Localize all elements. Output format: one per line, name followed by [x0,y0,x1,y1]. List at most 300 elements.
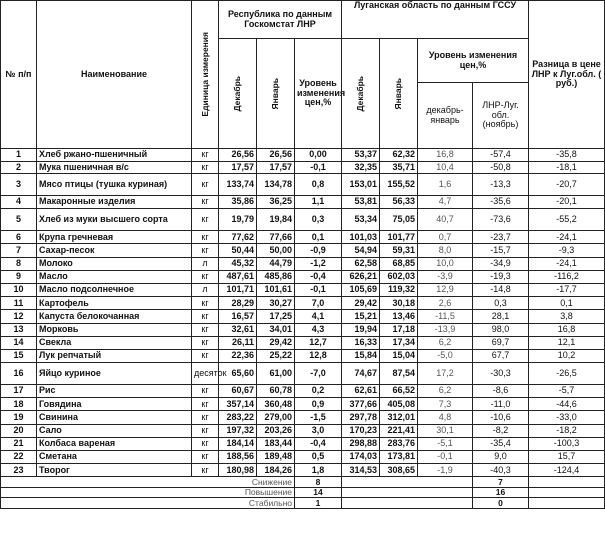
row-lug-jan: 308,65 [380,464,418,477]
row-unit: л [192,283,219,296]
row-lnr-level: -0,4 [295,437,342,450]
row-unit: кг [192,231,219,244]
row-lnr-jan: 44,79 [257,257,295,270]
summary-spacer [342,477,473,488]
row-num: 16 [1,363,37,385]
row-num: 1 [1,149,37,162]
row-name: Крупа гречневая [37,231,192,244]
table-row [1,464,605,477]
row-num: 23 [1,464,37,477]
table-row [1,283,605,296]
row-name: Молоко [37,257,192,270]
row-unit: кг [192,244,219,257]
row-name: Мука пшеничная в/с [37,161,192,174]
row-lug-dec: 53,34 [342,209,380,231]
row-lnr-lug: -19,3 [473,270,529,283]
row-lug-jan: 119,32 [380,283,418,296]
row-lnr-jan: 50,00 [257,244,295,257]
row-lnr-jan: 17,57 [257,161,295,174]
row-dec-jan: -0,1 [418,451,473,464]
row-lnr-lug: -30,3 [473,363,529,385]
row-lnr-dec: 45,32 [219,257,257,270]
row-num: 13 [1,323,37,336]
header-lnr-dec: Декабрь [219,39,257,149]
row-lnr-level: 4,1 [295,310,342,323]
row-dec-jan: -5,1 [418,437,473,450]
row-dec-jan: 16,8 [418,149,473,162]
row-num: 18 [1,398,37,411]
table-row [1,411,605,424]
row-lnr-lug: -8,6 [473,385,529,398]
header-num: № п/п [1,1,37,149]
row-lnr-dec: 184,14 [219,437,257,450]
row-lnr-level: -0,4 [295,270,342,283]
row-unit: кг [192,451,219,464]
row-num: 7 [1,244,37,257]
table-row [1,257,605,270]
row-diff: -26,5 [529,363,605,385]
row-lnr-level: 0,3 [295,209,342,231]
row-dec-jan: -1,9 [418,464,473,477]
row-lnr-lug: 28,1 [473,310,529,323]
row-unit: кг [192,323,219,336]
summary-lnr-count: 14 [295,487,342,498]
row-diff: -124,4 [529,464,605,477]
row-unit: кг [192,411,219,424]
row-lnr-level: 4,3 [295,323,342,336]
row-lnr-dec: 101,71 [219,283,257,296]
table-row [1,209,605,231]
row-dec-jan: 30,1 [418,424,473,437]
row-name: Хлеб ржано-пшеничный [37,149,192,162]
row-name: Масло [37,270,192,283]
row-lug-dec: 626,21 [342,270,380,283]
row-lnr-level: -1,2 [295,257,342,270]
row-lnr-level: 1,1 [295,196,342,209]
row-unit: кг [192,297,219,310]
row-lug-dec: 298,88 [342,437,380,450]
row-diff: -116,2 [529,270,605,283]
row-name: Масло подсолнечное [37,283,192,296]
row-lnr-level: 0,1 [295,231,342,244]
row-lnr-jan: 77,66 [257,231,295,244]
row-lnr-jan: 26,56 [257,149,295,162]
row-lnr-lug: -8,2 [473,424,529,437]
row-lug-jan: 13,46 [380,310,418,323]
row-num: 8 [1,257,37,270]
row-lnr-jan: 60,78 [257,385,295,398]
row-diff: -44,6 [529,398,605,411]
row-lnr-lug: -57,4 [473,149,529,162]
row-name: Сметана [37,451,192,464]
row-lnr-jan: 279,00 [257,411,295,424]
table-row [1,363,605,385]
table-row [1,174,605,196]
row-dec-jan: -5,0 [418,349,473,362]
row-lnr-jan: 19,84 [257,209,295,231]
row-lug-dec: 29,42 [342,297,380,310]
row-name: Сало [37,424,192,437]
row-lug-jan: 87,54 [380,363,418,385]
row-lnr-jan: 34,01 [257,323,295,336]
row-num: 5 [1,209,37,231]
row-lug-jan: 75,05 [380,209,418,231]
row-lug-jan: 283,76 [380,437,418,450]
row-num: 10 [1,283,37,296]
row-diff: 15,7 [529,451,605,464]
row-lnr-jan: 61,00 [257,363,295,385]
row-lnr-lug: 67,7 [473,349,529,362]
row-lug-jan: 602,03 [380,270,418,283]
row-unit: кг [192,437,219,450]
row-diff: -24,1 [529,231,605,244]
row-lnr-dec: 28,29 [219,297,257,310]
row-unit: кг [192,336,219,349]
row-dec-jan: -11,5 [418,310,473,323]
row-unit: кг [192,464,219,477]
row-unit: кг [192,310,219,323]
row-num: 4 [1,196,37,209]
row-lug-jan: 155,52 [380,174,418,196]
row-lnr-level: 7,0 [295,297,342,310]
row-lnr-jan: 25,22 [257,349,295,362]
header-name: Наименование [37,1,192,149]
row-lnr-lug: -35,6 [473,196,529,209]
summary-lnr-count: 8 [295,477,342,488]
row-lnr-lug: -15,7 [473,244,529,257]
row-num: 20 [1,424,37,437]
row-num: 19 [1,411,37,424]
row-dec-jan: 8,0 [418,244,473,257]
row-name: Макаронные изделия [37,196,192,209]
row-name: Рис [37,385,192,398]
header-unit: Единица измерения [192,1,219,149]
table-row [1,270,605,283]
summary-label: Снижение [1,477,295,488]
row-lnr-dec: 197,32 [219,424,257,437]
row-num: 21 [1,437,37,450]
row-lug-dec: 153,01 [342,174,380,196]
table-body [1,149,605,477]
row-unit: кг [192,174,219,196]
row-lnr-dec: 26,11 [219,336,257,349]
table-row [1,336,605,349]
row-dec-jan: -13,9 [418,323,473,336]
row-dec-jan: 4,7 [418,196,473,209]
row-lnr-level: -1,5 [295,411,342,424]
row-diff: -5,7 [529,385,605,398]
table-row [1,398,605,411]
summary-row [1,498,605,509]
row-lug-jan: 17,18 [380,323,418,336]
row-lug-dec: 74,67 [342,363,380,385]
row-lnr-jan: 203,26 [257,424,295,437]
row-lug-dec: 105,69 [342,283,380,296]
table-row [1,161,605,174]
row-dec-jan: 7,3 [418,398,473,411]
row-lug-jan: 405,08 [380,398,418,411]
row-name: Колбаса вареная [37,437,192,450]
row-lnr-lug: -73,6 [473,209,529,231]
row-num: 14 [1,336,37,349]
row-lnr-lug: -10,6 [473,411,529,424]
row-diff: -100,3 [529,437,605,450]
row-unit: кг [192,270,219,283]
row-lug-jan: 15,04 [380,349,418,362]
row-lnr-level: -0,1 [295,161,342,174]
row-lnr-level: 0,00 [295,149,342,162]
row-lug-dec: 19,94 [342,323,380,336]
row-lug-dec: 62,61 [342,385,380,398]
table-row [1,385,605,398]
row-num: 2 [1,161,37,174]
summary-lnr-count: 1 [295,498,342,509]
row-num: 6 [1,231,37,244]
row-unit: кг [192,398,219,411]
row-lug-jan: 173,81 [380,451,418,464]
header-lnr-jan: Январь [257,39,295,149]
row-lnr-dec: 22,36 [219,349,257,362]
row-lnr-jan: 134,78 [257,174,295,196]
summary-lug-count: 7 [473,477,529,488]
table-footer [1,477,605,509]
header-lnr-level: Уровень изменения цен,% [295,39,342,149]
row-lnr-dec: 50,44 [219,244,257,257]
row-lug-jan: 56,33 [380,196,418,209]
header-lnr: Республика по данным Госкомстат ЛНР [219,1,342,39]
row-unit: кг [192,349,219,362]
row-lnr-level: 0,2 [295,385,342,398]
summary-spacer [529,498,605,509]
summary-spacer [342,487,473,498]
row-lug-jan: 59,31 [380,244,418,257]
row-lnr-jan: 184,26 [257,464,295,477]
row-lnr-dec: 16,57 [219,310,257,323]
row-lnr-lug: 0,3 [473,297,529,310]
table-row [1,437,605,450]
row-diff: -17,7 [529,283,605,296]
row-lnr-dec: 283,22 [219,411,257,424]
row-lug-jan: 221,41 [380,424,418,437]
row-dec-jan: 1,6 [418,174,473,196]
row-dec-jan: 17,2 [418,363,473,385]
row-name: Творог [37,464,192,477]
row-lnr-dec: 35,86 [219,196,257,209]
row-diff: -33,0 [529,411,605,424]
row-lug-dec: 314,53 [342,464,380,477]
row-diff: 10,2 [529,349,605,362]
row-lug-dec: 53,81 [342,196,380,209]
row-lnr-dec: 180,98 [219,464,257,477]
row-lug-dec: 62,58 [342,257,380,270]
row-lug-dec: 53,37 [342,149,380,162]
row-lug-dec: 32,35 [342,161,380,174]
row-lug-dec: 16,33 [342,336,380,349]
row-lnr-lug: -13,3 [473,174,529,196]
row-lnr-jan: 360,48 [257,398,295,411]
row-lug-dec: 15,21 [342,310,380,323]
row-lnr-dec: 17,57 [219,161,257,174]
row-lnr-level: 3,0 [295,424,342,437]
row-diff: -9,3 [529,244,605,257]
summary-lug-count: 16 [473,487,529,498]
row-lnr-dec: 77,62 [219,231,257,244]
row-lnr-dec: 487,61 [219,270,257,283]
row-lnr-level: 1,8 [295,464,342,477]
row-diff: 3,8 [529,310,605,323]
table-row [1,349,605,362]
row-lug-dec: 15,84 [342,349,380,362]
row-lnr-level: 0,9 [295,398,342,411]
row-diff: -18,2 [529,424,605,437]
row-lug-dec: 377,66 [342,398,380,411]
header-dec-jan: декабрь- январь [418,83,473,149]
row-diff: 0,1 [529,297,605,310]
row-unit: л [192,257,219,270]
row-name: Картофель [37,297,192,310]
row-lnr-lug: -11,0 [473,398,529,411]
row-diff: -20,7 [529,174,605,196]
row-dec-jan: 4,8 [418,411,473,424]
row-lug-jan: 62,32 [380,149,418,162]
row-unit: кг [192,424,219,437]
row-unit: кг [192,196,219,209]
summary-lug-count: 0 [473,498,529,509]
row-name: Хлеб из муки высшего сорта [37,209,192,231]
row-num: 11 [1,297,37,310]
summary-label: Повышение [1,487,295,498]
row-name: Сахар-песок [37,244,192,257]
row-name: Капуста белокочанная [37,310,192,323]
row-diff: -35,8 [529,149,605,162]
row-lnr-lug: -14,8 [473,283,529,296]
row-lnr-dec: 19,79 [219,209,257,231]
row-lug-dec: 54,94 [342,244,380,257]
row-lug-dec: 101,03 [342,231,380,244]
row-lnr-lug: 69,7 [473,336,529,349]
row-num: 17 [1,385,37,398]
row-diff: -20,1 [529,196,605,209]
summary-row [1,477,605,488]
row-lnr-jan: 17,25 [257,310,295,323]
row-num: 3 [1,174,37,196]
row-lnr-level: -7,0 [295,363,342,385]
row-lnr-jan: 485,86 [257,270,295,283]
row-unit: десяток [192,363,219,385]
row-unit: кг [192,149,219,162]
row-lnr-level: 12,7 [295,336,342,349]
row-lnr-lug: -23,7 [473,231,529,244]
row-lnr-level: 12,8 [295,349,342,362]
table-row [1,451,605,464]
row-lnr-lug: -50,8 [473,161,529,174]
row-lnr-dec: 32,61 [219,323,257,336]
header-lug-dec: Декабрь [342,39,380,149]
row-lnr-lug: -40,3 [473,464,529,477]
row-lnr-jan: 36,25 [257,196,295,209]
row-name: Морковь [37,323,192,336]
row-lnr-dec: 133,74 [219,174,257,196]
row-lnr-dec: 60,67 [219,385,257,398]
row-lnr-lug: -35,4 [473,437,529,450]
header-diff: Разница в цене ЛНР к Луг.обл. ( руб.) [529,1,605,149]
row-lug-jan: 35,71 [380,161,418,174]
row-lnr-jan: 30,27 [257,297,295,310]
row-lnr-lug: 9,0 [473,451,529,464]
row-lug-jan: 101,77 [380,231,418,244]
row-dec-jan: 12,9 [418,283,473,296]
row-lug-dec: 174,03 [342,451,380,464]
header-lugansk: Луганская область по данным ГССУ [342,1,529,39]
table-row [1,149,605,162]
row-lnr-dec: 26,56 [219,149,257,162]
row-lnr-jan: 29,42 [257,336,295,349]
summary-spacer [342,498,473,509]
row-num: 15 [1,349,37,362]
header-lnr-lug: ЛНР-Луг. обл. (ноябрь) [473,83,529,149]
table-row [1,323,605,336]
table-row [1,196,605,209]
row-name: Говядина [37,398,192,411]
row-lnr-level: 0,5 [295,451,342,464]
table-row [1,297,605,310]
row-lnr-dec: 357,14 [219,398,257,411]
row-diff: -55,2 [529,209,605,231]
row-dec-jan: 6,2 [418,385,473,398]
row-lug-dec: 170,23 [342,424,380,437]
row-lnr-lug: 98,0 [473,323,529,336]
row-lug-jan: 17,34 [380,336,418,349]
row-diff: 12,1 [529,336,605,349]
row-unit: кг [192,209,219,231]
row-diff: 16,8 [529,323,605,336]
row-lnr-lug: -34,9 [473,257,529,270]
table-row [1,231,605,244]
row-dec-jan: 10,0 [418,257,473,270]
row-lnr-level: 0,8 [295,174,342,196]
row-lnr-jan: 183,44 [257,437,295,450]
row-dec-jan: 2,6 [418,297,473,310]
summary-spacer [529,477,605,488]
table-row [1,424,605,437]
row-lnr-dec: 188,56 [219,451,257,464]
row-num: 9 [1,270,37,283]
row-lnr-jan: 101,61 [257,283,295,296]
row-lug-jan: 66,52 [380,385,418,398]
summary-label: Стабильно [1,498,295,509]
row-num: 22 [1,451,37,464]
row-dec-jan: 0,7 [418,231,473,244]
row-name: Свекла [37,336,192,349]
row-lug-dec: 297,78 [342,411,380,424]
row-name: Мясо птицы (тушка куриная) [37,174,192,196]
row-name: Лук репчатый [37,349,192,362]
row-unit: кг [192,385,219,398]
row-num: 12 [1,310,37,323]
row-dec-jan: -3,9 [418,270,473,283]
table-row [1,244,605,257]
row-unit: кг [192,161,219,174]
header-lug-jan: Январь [380,39,418,149]
row-dec-jan: 40,7 [418,209,473,231]
table-row [1,310,605,323]
row-lnr-level: -0,9 [295,244,342,257]
row-lug-jan: 312,01 [380,411,418,424]
row-diff: -24,1 [529,257,605,270]
row-name: Свинина [37,411,192,424]
row-dec-jan: 6,2 [418,336,473,349]
summary-row [1,487,605,498]
